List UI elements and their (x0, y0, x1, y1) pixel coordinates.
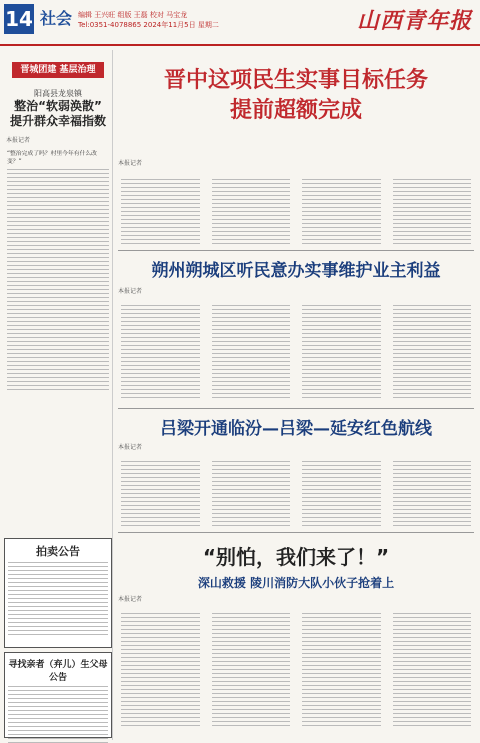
auction-notice (4, 538, 112, 648)
auction-notice-title: 拍卖公告 (36, 545, 80, 558)
byline-shuozhou: 本报记者 (118, 288, 143, 295)
divider (118, 250, 474, 251)
article-lvliang-body (118, 456, 474, 531)
page-number: 14 (4, 4, 34, 34)
headline-shuozhou: 朔州朔城区听民意办实事维护业主利益 (151, 261, 441, 281)
article-body: “整治完成了吗？村里今年有什么改变？” (7, 151, 97, 165)
date-line: Tel:0351-4078865 2024年11月5日 星期二 (78, 21, 219, 29)
article-shuozhou-body (118, 300, 474, 403)
section-name: 社会 (40, 9, 73, 28)
page-header (0, 0, 480, 46)
headline-rescue: “别怕，我们来了！” (202, 545, 390, 569)
article-jinzhong-body (118, 174, 474, 249)
byline-lvliang: 本报记者 (118, 444, 143, 451)
article-title-line1: 整治“软弱涣散” (14, 99, 102, 113)
headline-jinzhong (118, 66, 474, 126)
missing-parents-notice (4, 652, 112, 738)
article-kicker: 阳高县龙泉镇 (34, 89, 82, 98)
article-byline: 本报记者 (6, 137, 31, 144)
newspaper-logo: 山西青年报 (356, 8, 472, 34)
divider (118, 532, 474, 533)
article-text-lines (7, 169, 109, 390)
headline-lvliang: 吕梁开通临汾—吕梁—延安红色航线 (160, 419, 432, 439)
main-content (118, 50, 474, 740)
headline-jinzhong-line1: 晋中这项民生实事目标任务 (163, 68, 428, 93)
headline-jinzhong-line2: 提前超额完成 (229, 98, 362, 123)
subheadline-rescue: 深山救援 陵川消防大队小伙子抢着上 (197, 576, 395, 590)
article-title-line2: 提升群众幸福指数 (9, 114, 106, 128)
missing-parents-lines (8, 686, 108, 743)
missing-parents-title: 寻找亲者（弃儿）生父母公告 (8, 660, 108, 683)
column-label: 晋城团建 基层治理 (12, 62, 104, 78)
divider (118, 408, 474, 409)
byline-jinzhong: 本报记者 (118, 160, 143, 167)
masthead-info (78, 10, 219, 30)
article-rescue-body (118, 608, 474, 731)
editor-line: 编辑 王兴旺 组版 王磊 校对 马宝龙 (78, 11, 188, 19)
auction-notice-lines (8, 562, 108, 635)
byline-rescue: 本报记者 (118, 596, 143, 603)
